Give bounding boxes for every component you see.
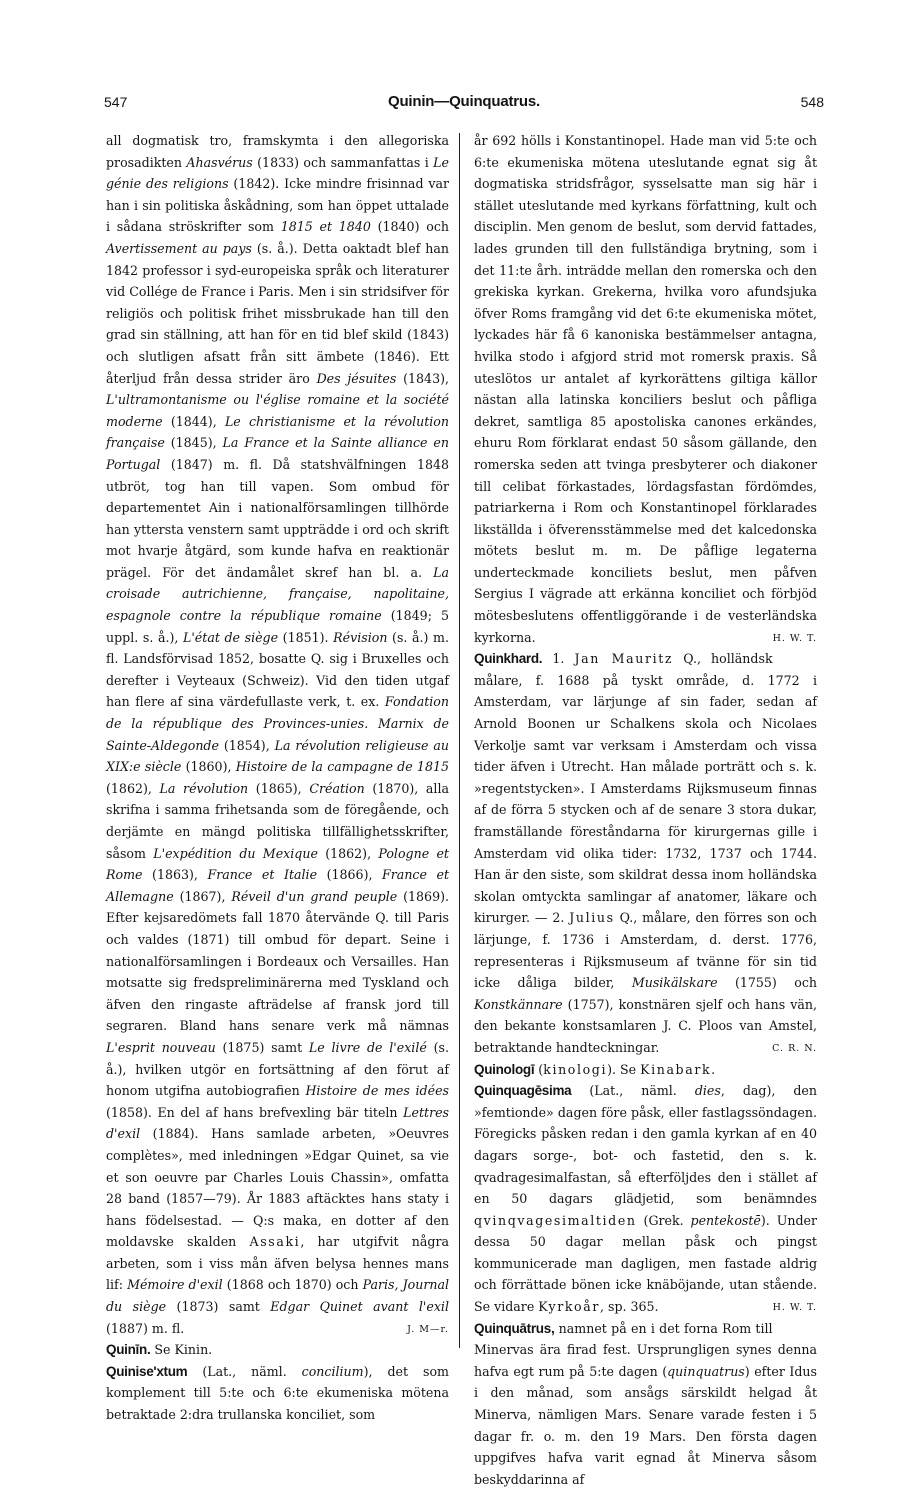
spaced-name: Kinabark [640, 1061, 712, 1077]
italic-title: La France et la Sainte alliance en Portugal [106, 435, 449, 472]
spaced-name: Julius [569, 910, 615, 926]
italic-title: Ahasvérus [186, 154, 253, 170]
text-run: år 692 hölls i Konstantinopel. Hade man vid 5:te och 6:te ekumeniska mötena uteslutande egnat sig åt dogmatiska stridsfrågor, sysselsatte man sig här i stället uteslutande med kyrkans författning, kult och disciplin. Men genom de beslut, som dervid fattades, lades grunden till den fullständiga brytning, som i det 11:te årh. inträdde mellan den romerska och den grekiska kyrkan. Grekerna, hvilka voro afundsjuka öfver Roms framgång vid det 6:te ekumeniska mötet, lyckades här få 6 kanoniska bestämmelser antagna, hvilka stodo i afgjord strid mot romersk praxis. Så uteslötos ur antalet af kyrkorättens giltiga källor nästan alla latinska konciliers beslut och påfliga dekret, samtliga 85 apostoliska canones erkändes, ehuru Rom förklarat endast 50 såsom gällande, den romerska seden att tvinga presbyterer och diakoner till celibat förkastades, lördagsfastan fördömdes, patriarkerna i Rom och Konstantinopel förklarades likställda i öfverensstämmelse med det kalcedonska mötets beslut m. m. De påflige legaterna underteckmade konciliets beslut, men påfven Sergius I vägrade att erkänna konciliet och förbjöd mötesbeslutens offentliggörande i de vesterländska kyrkorna. [474, 133, 817, 645]
text-run: , har utgifvit några arbeten, som i viss mån äfven belysa hennes mans lif: [106, 1234, 449, 1293]
italic-title: Création [309, 780, 365, 796]
italic-title: France et Italie [207, 867, 318, 883]
italic-title: concilium [301, 1363, 364, 1379]
text-run: (1844), [162, 413, 225, 429]
entry-quinquatrus [474, 1318, 817, 1490]
italic-title: dies [694, 1083, 721, 1099]
headword: Quinise'xtum [106, 1363, 188, 1379]
italic-title: Edgar Quinet avant l'exil [270, 1299, 449, 1315]
text-run: (1867), [173, 888, 232, 904]
italic-title: Le génie des religions [106, 154, 449, 192]
text-run: , sp. 365. [599, 1299, 659, 1315]
headword: Quinquātrus, [474, 1320, 555, 1336]
spaced-name: Assaki [249, 1234, 301, 1250]
text-run: (1863), [142, 867, 208, 883]
text-run: (1847) m. fl. Då statshvälfningen 1848 utbröt, tog han till vapen. Som ombud för departementet Ain i nationalförsamlingen tillhörde han yttersta venstern samt uppträdde i ord och skrift mot hvarje åtgärd, som kunde hafva en reaktionär prägel. För det ändamålet skref han bl. a. [106, 456, 449, 580]
text-run: (1840) och [370, 219, 449, 235]
text-run: (1849; 5 uppl. s. å.), [106, 608, 449, 645]
text-run: (Lat., näml. [571, 1083, 695, 1099]
author-signature: C. R. N. [772, 1042, 817, 1054]
text-run: (1866), [317, 867, 383, 883]
text-run: (s. å.). Detta oaktadt blef han 1842 professor i syd-europeiska språk och literaturer vid Collége de France i Paris. Men i sin stridsifver för religiös och politisk frihet missbrukade han till den grad sin ställning, att han för en tid blef skild (1843) och slutligen afsatt från sitt ämbete (1846). Ett återljud från dessa strider äro [106, 240, 450, 386]
entry-quinkhard [474, 648, 817, 1058]
entry-quinisextum [106, 1361, 449, 1426]
text-run: (1862), [317, 845, 379, 861]
author-signature: J. M—r. [407, 1323, 449, 1335]
text-run: (1757), konstnären sjelf och hans vän, den bekante konstsamlaren J. C. Ploos van Amstel, betraktande handteckningar. [474, 996, 817, 1055]
italic-title: France et Allemagne [106, 867, 450, 904]
italic-title: Le christianisme et la révolution française [106, 413, 449, 451]
text-run: ) efter Idus i den månad, som ansågs särskildt helgad åt Minerva, nämligen Mars. Senare varade festen i 5 dagar fr. o. m. den 19 Mars. Den första dagen uppgifves hafva varit egnad åt Minerva såsom beskyddarinna af [474, 1363, 817, 1487]
text-run: (Grek. [636, 1212, 691, 1228]
text-run: (1845), [164, 435, 223, 451]
continuation-paragraph [474, 130, 817, 648]
text-run: (1887) m. fl. [106, 1320, 185, 1336]
italic-title: Avertissement au pays [106, 240, 252, 256]
text-run: ). Se [607, 1061, 641, 1077]
text-run: Se Kinin. [150, 1342, 213, 1358]
text-run: (Lat., näml. [187, 1363, 302, 1379]
spaced-name: Jan Mauritz [574, 651, 674, 667]
italic-title: La révolution religieuse au XIX:e siècle [106, 737, 449, 775]
author-signature: H. W. T. [772, 1302, 817, 1314]
text-run: ( [534, 1061, 544, 1077]
text-run: (1862), [106, 780, 160, 796]
italic-title: Réveil d'un grand peuple [231, 888, 398, 904]
text-run: (1865), [248, 780, 310, 796]
text-run: (1884). Hans samlade arbeten, »Oeuvres complètes», med inledningen »Edgar Quinet, sa vie et son oeuvre par Charles Louis Chassin», omfatta 28 band (1857—79). År 1883 aftäcktes hans staty i hans födelsestad. — Q:s maka, en dotter af den moldavske skalden [106, 1126, 449, 1250]
italic-title: L'état de siège [182, 629, 279, 645]
text-run: namnet på en i det forna Rom till Minervas ära firad fest. Ursprungligen synes denna hafva egt rum på 5:te dagen ( [474, 1320, 817, 1379]
text-run: ), det som komplement till 5:te och 6:te ekumeniska mötena betraktade 2:dra trullanska konciliet, som [106, 1363, 449, 1423]
page-number-left: 547 [104, 94, 128, 110]
running-title: Quinin—Quinquatrus. [387, 93, 541, 110]
italic-title: L'expédition du Mexique [153, 845, 318, 861]
italic-title: La révolution [159, 780, 249, 796]
italic-title: Paris, Journal du siège [106, 1277, 450, 1315]
text-run: . [711, 1061, 716, 1077]
text-run: ). Under dessa 50 dagar mellan påsk och pingst kommunicerade man dagligen, men fastade aldrig och förrättade bönen icke knäböjande, utan stående. Se vidare [474, 1212, 817, 1315]
italic-title: pentekostē [690, 1212, 761, 1228]
spaced-name: kinologi [543, 1061, 608, 1077]
spaced-name: qvinqvagesimaltiden [474, 1212, 637, 1228]
text-run: (1854), [218, 737, 275, 753]
continuation-paragraph [106, 130, 449, 1339]
text-run: (1868 och 1870) och [222, 1277, 363, 1293]
italic-title: Des jésuites [316, 370, 397, 386]
text-run: Q., holländsk målare, f. 1688 på tyskt område, d. 1772 i Amsterdam, var lärjunge af sin fader, sedan af Arnold Boonen ur Schalkens skola och Nicolaes Verkolje samt var verksam i Amsterdam och vissa tider äfven i Utrecht. Han målade porträtt och s. k. »regentstycken». I Amsterdams Rijksmuseum finnas af de förra 5 stycken och af de senare 3 stora dukar, framställande föreståndarna för kirurgernas gille i Amsterdam vid olika tider: 1732, 1737 och 1744. Han är den siste, som skildrat dessa inom holländska skolan omtyckta samlingar af anatomer, läkare och kirurger. — 2. [474, 651, 817, 926]
italic-title: Mémoire d'exil [127, 1277, 223, 1293]
text-run: (1869). Efter kejsaredömets fall 1870 återvände Q. till Paris och valdes (1871) till ombud för depart. Seine i nationalförsamlingen i Bordeaux och Versailles. Han motsatte sig fredspreliminärerna med Tyskland och äfven den ringaste afträdelse af fransk jord till segraren. Bland hans senare verk må nämnas [106, 888, 449, 1034]
italic-title: Musikälskare [631, 975, 718, 991]
page-number-right: 548 [800, 94, 824, 110]
text-run: (1755) och [717, 975, 817, 991]
text-run: all dogmatisk tro, framskymta i den allegoriska prosadikten [106, 133, 449, 170]
page-header [104, 92, 824, 116]
spaced-name: Kyrkoår [538, 1299, 600, 1315]
italic-title: La croisade autrichienne, française, napolitaine, espagnole contre la république romaine [106, 564, 449, 624]
right-column [474, 130, 817, 1490]
italic-title: Histoire de la campagne de 1815 [235, 759, 449, 775]
italic-title: L'esprit nouveau [106, 1039, 216, 1055]
italic-title: Fondation de la république des Provinces-unies. Marnix de Sainte-Aldegonde [106, 694, 449, 753]
headword: Quinquagēsima [474, 1083, 572, 1099]
text-run: (1833) och sammanfattas i [252, 154, 434, 170]
entry-quinin [106, 1339, 449, 1361]
italic-title: Révision [333, 629, 388, 645]
italic-title: Lettres d'exil [106, 1104, 449, 1142]
text-run: Q., målare, den förres son och lärjunge, f. 1736 i Amsterdam, d. derst. 1776, representeras i Rijksmuseum af tvänne för sin tid icke dåliga bilder, [474, 910, 817, 991]
author-signature: H. W. T. [772, 632, 817, 644]
text-run: (1842). Icke mindre frisinnad var han i sin politiska åskådning, som han öppet uttalade i sådana ströskrifter som [106, 176, 449, 235]
column-divider [459, 133, 460, 1348]
text-run: (1870), alla skrifna i samma frihetsanda som de föregående, och derjämte en mängd politiska tillfällighetsskrifter, såsom [106, 780, 450, 861]
text-run: (1858). En del af hans brefvexling bär titeln [106, 1104, 404, 1120]
text-run: (s. å.), hvilken utgör en fortsättning af den förut af honom utgifna autobiografien [106, 1039, 449, 1099]
headword: Quinīn. [106, 1342, 151, 1358]
text-run: (1875) samt [215, 1039, 309, 1055]
entry-quinologi [474, 1059, 817, 1081]
headword: Quinkhard. [474, 651, 543, 667]
text-run: , dag), den »femtionde» dagen före påsk, eller fastlagssöndagen. Föregicks påsken redan i den gamla kyrkan af en 40 dagars sorge-, bot- och fastetid, den s. k. qvadragesimalfastan, så efterföljdes den i stället af en 50 dagars glädjetid, som benämndes [474, 1083, 817, 1207]
italic-title: Konstkännare [474, 996, 563, 1012]
italic-title: Histoire de mes idées [305, 1083, 449, 1099]
text-run: (1860), [181, 759, 236, 775]
entry-quinquagesima [474, 1080, 817, 1318]
italic-title: 1815 et 1840 [280, 219, 371, 235]
italic-title: Le livre de l'exilé [308, 1039, 427, 1055]
text-run: (s. å.) m. fl. Landsförvisad 1852, bosatte Q. sig i Bruxelles och derefter i Veyteaux (Schweiz). Vid den tiden utgaf han flere af sina värdefullaste verk, t. ex. [106, 629, 450, 710]
left-column [106, 130, 449, 1426]
italic-title: quinquatrus [667, 1363, 745, 1379]
text-run: (1873) samt [166, 1299, 271, 1315]
headword: Quinologī [474, 1061, 535, 1077]
italic-title: Pologne et Rome [106, 845, 449, 883]
text-run: 1. [542, 651, 575, 667]
text-run: (1843), [396, 370, 449, 386]
text-run: (1851). [278, 629, 334, 645]
italic-title: L'ultramontanisme ou l'église romaine et la société moderne [106, 392, 449, 429]
